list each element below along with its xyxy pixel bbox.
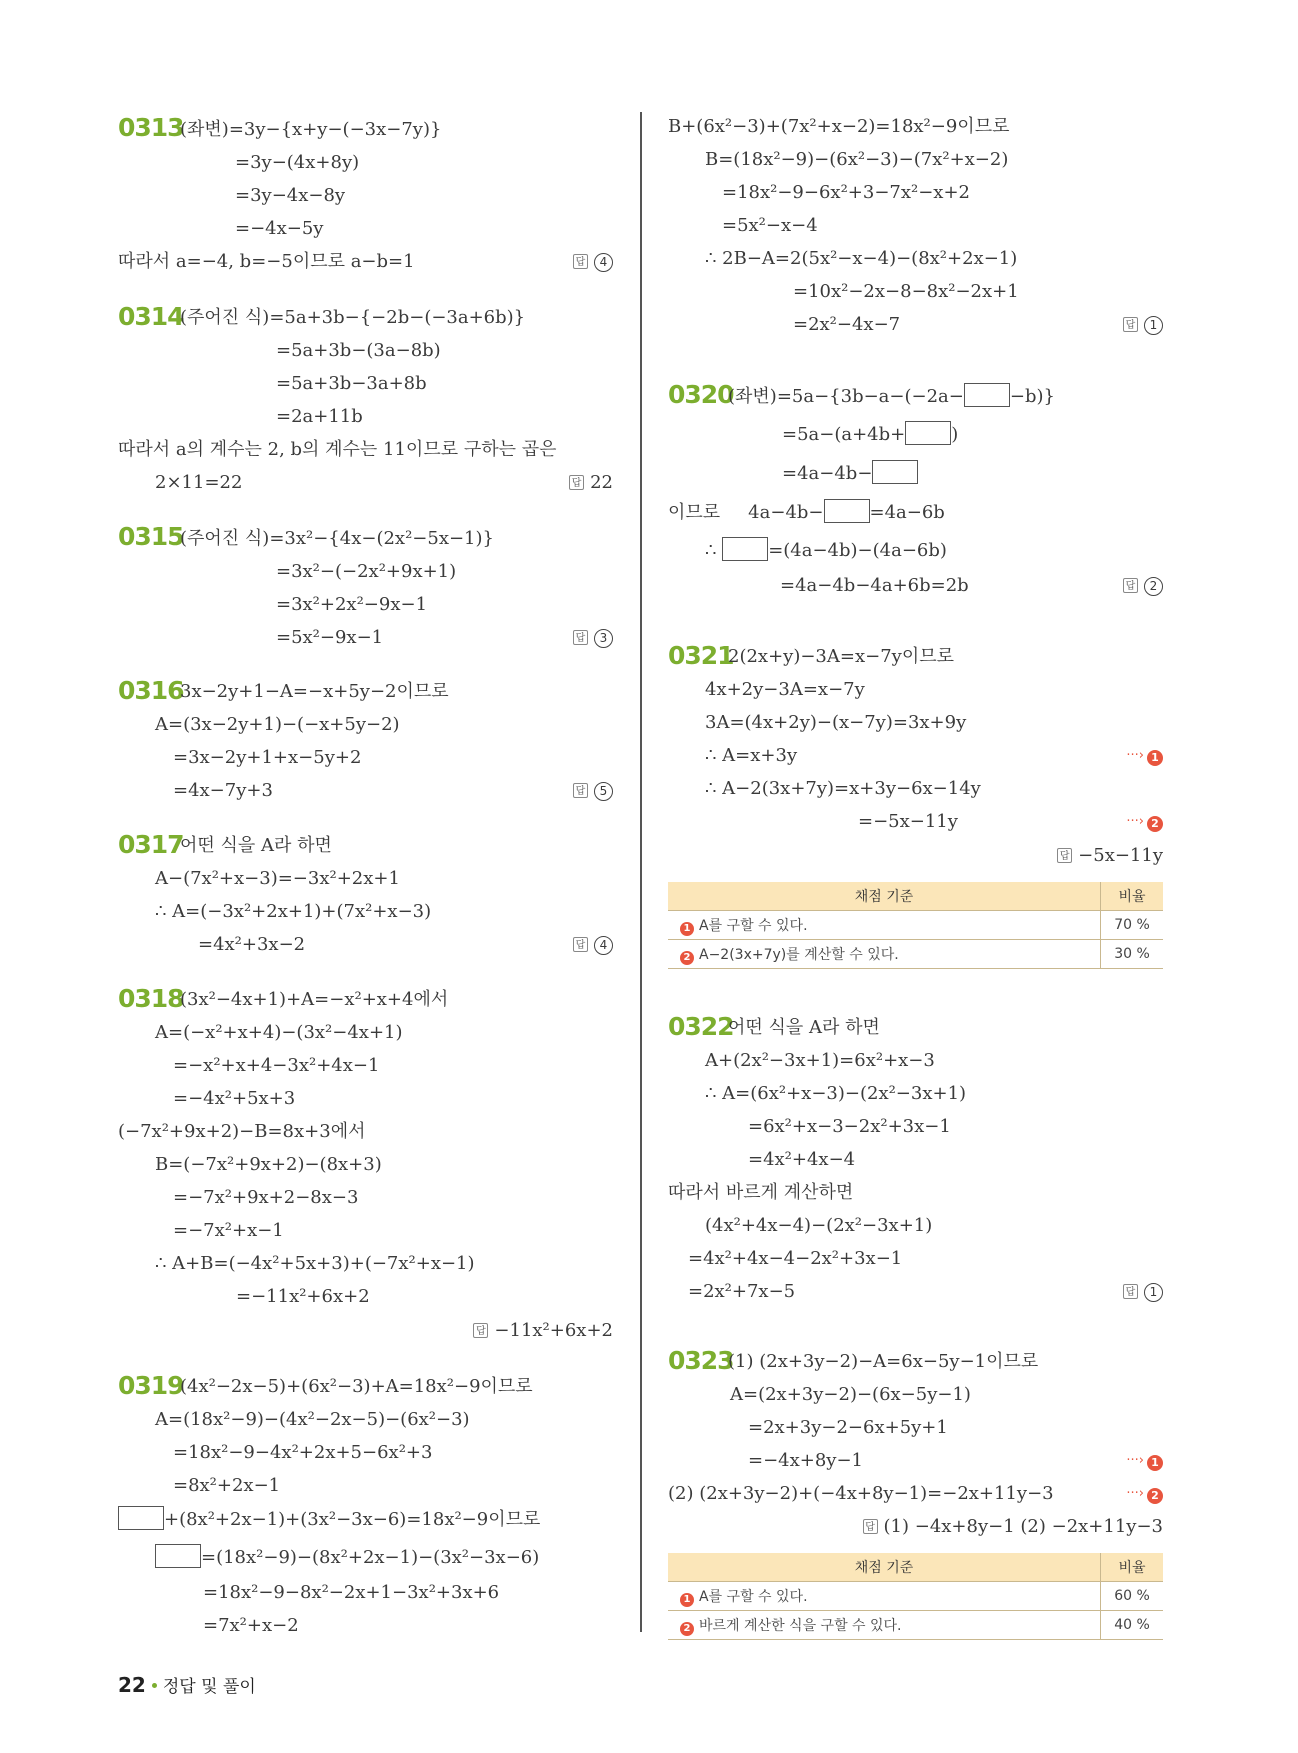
solution-line: =5x²−9x−1 bbox=[276, 627, 384, 648]
solution-line: 3A=(4x+2y)−(x−7y)=3x+9y bbox=[705, 712, 967, 733]
solution-line: =−5x−11y bbox=[858, 811, 958, 832]
solution-text: ∴ bbox=[705, 540, 717, 561]
solution-line bbox=[155, 1544, 539, 1571]
scoring-table bbox=[668, 1553, 1163, 1640]
step-number: 2 bbox=[680, 951, 694, 965]
solution-line: (4x²+4x−4)−(2x²−3x+1) bbox=[705, 1215, 933, 1236]
solution-line: A+(2x²−3x+1)=6x²+x−3 bbox=[705, 1050, 935, 1071]
table-text: A를 구할 수 있다. bbox=[699, 917, 808, 934]
answer-icon: 답 bbox=[573, 254, 588, 269]
solution-line: A=(2x+3y−2)−(6x−5y−1) bbox=[730, 1384, 971, 1405]
solution-line bbox=[728, 383, 1055, 410]
table-row bbox=[668, 1582, 1163, 1611]
solution-line: =2a+11b bbox=[276, 406, 363, 427]
table-cell: 60 % bbox=[1101, 1582, 1164, 1611]
solution-line: 어떤 식을 A라 하면 bbox=[180, 835, 332, 856]
problem-number: 0319 bbox=[118, 1371, 184, 1400]
answer-value: 4 bbox=[594, 936, 613, 955]
table-header: 채점 기준 bbox=[668, 882, 1101, 911]
table-cell: 70 % bbox=[1101, 911, 1164, 940]
solution-text: 4a−4b− bbox=[748, 502, 824, 523]
answer bbox=[1123, 1279, 1163, 1305]
solution-text: =(4a−4b)−(4a−6b) bbox=[768, 540, 947, 561]
table-cell: 40 % bbox=[1101, 1611, 1164, 1640]
answer-value: 1 bbox=[1144, 1283, 1163, 1302]
answer-value: 5 bbox=[594, 782, 613, 801]
table-row bbox=[668, 1611, 1163, 1640]
solution-line: =−x²+x+4−3x²+4x−1 bbox=[173, 1055, 380, 1076]
solution-line: =−7x²+x−1 bbox=[173, 1220, 284, 1241]
table-cell bbox=[668, 940, 1101, 969]
step-number: 2 bbox=[680, 1622, 694, 1636]
solution-line bbox=[118, 1506, 540, 1533]
page-footer bbox=[118, 1672, 256, 1697]
solution-line: 2(2x+y)−3A=x−7y이므로 bbox=[728, 646, 954, 667]
answer-icon: 답 bbox=[473, 1323, 488, 1338]
solution-line: =3x−2y+1+x−5y+2 bbox=[173, 747, 362, 768]
problem-number: 0314 bbox=[118, 302, 184, 331]
problem-number: 0321 bbox=[668, 641, 734, 670]
page-number: 22 bbox=[118, 1673, 146, 1697]
answer bbox=[863, 1514, 1163, 1540]
table-row bbox=[668, 911, 1163, 940]
answer-value: 3 bbox=[594, 629, 613, 648]
answer-icon: 답 bbox=[1123, 1284, 1138, 1299]
blank-box bbox=[964, 383, 1010, 407]
problem-number: 0317 bbox=[118, 830, 184, 859]
solution-line: A=(3x−2y+1)−(−x+5y−2) bbox=[155, 714, 400, 735]
solution-line: =3x²+2x²−9x−1 bbox=[276, 594, 428, 615]
separator-dot bbox=[152, 1683, 157, 1688]
solution-line: =4x−7y+3 bbox=[173, 780, 273, 801]
solution-line: ∴ A+B=(−4x²+5x+3)+(−7x²+x−1) bbox=[155, 1253, 475, 1274]
step-marker: ···› 2 bbox=[1126, 814, 1163, 832]
solution-line: ∴ A=(−3x²+2x+1)+(7x²+x−3) bbox=[155, 901, 432, 922]
solution-line bbox=[782, 460, 918, 487]
solution-line: =10x²−2x−8−8x²−2x+1 bbox=[793, 281, 1019, 302]
solution-text: =4a−4b− bbox=[782, 463, 873, 484]
solution-line: (3x²−4x+1)+A=−x²+x+4에서 bbox=[180, 989, 449, 1010]
table-header: 비율 bbox=[1101, 1553, 1164, 1582]
solution-text: =4a−6b bbox=[869, 502, 945, 523]
problem-number: 0318 bbox=[118, 984, 184, 1013]
solution-line: =2x+3y−2−6x+5y+1 bbox=[748, 1417, 948, 1438]
answer-icon: 답 bbox=[573, 937, 588, 952]
table-row bbox=[668, 940, 1163, 969]
solution-text: −b)} bbox=[1009, 386, 1055, 407]
blank-box bbox=[824, 499, 870, 523]
solution-line: 어떤 식을 A라 하면 bbox=[728, 1017, 880, 1038]
column-divider bbox=[640, 112, 642, 1632]
solution-line: =4x²+3x−2 bbox=[198, 934, 306, 955]
answer bbox=[569, 470, 613, 496]
solution-text: ) bbox=[951, 424, 959, 445]
solution-line: =5a+3b−(3a−8b) bbox=[276, 340, 441, 361]
solution-line: =2x²−4x−7 bbox=[793, 314, 901, 335]
answer bbox=[1057, 843, 1163, 869]
answer-icon: 답 bbox=[573, 783, 588, 798]
answer-value: (1) −4x+8y−1 (2) −2x+11y−3 bbox=[883, 1516, 1163, 1537]
solution-line: (좌변)=3y−{x+y−(−3x−7y)} bbox=[180, 119, 442, 140]
solution-line: =4x²+4x−4 bbox=[748, 1149, 856, 1170]
solution-line: ∴ A=x+3y bbox=[705, 745, 798, 766]
table-header: 채점 기준 bbox=[668, 1553, 1101, 1582]
solution-line: =7x²+x−2 bbox=[203, 1615, 299, 1636]
solution-line: =−4x−5y bbox=[235, 218, 324, 239]
solution-line bbox=[668, 499, 945, 526]
solution-line: 4x+2y−3A=x−7y bbox=[705, 679, 865, 700]
answer-icon: 답 bbox=[569, 475, 584, 490]
answer-value: 1 bbox=[1144, 316, 1163, 335]
solution-line: ∴ A=(6x²+x−3)−(2x²−3x+1) bbox=[705, 1083, 967, 1104]
solution-line: 따라서 a의 계수는 2, b의 계수는 11이므로 구하는 곱은 bbox=[118, 439, 557, 460]
blank-box bbox=[872, 460, 918, 484]
solution-line: =−4x+8y−1 bbox=[748, 1450, 864, 1471]
solution-line: (4x²−2x−5)+(6x²−3)+A=18x²−9이므로 bbox=[180, 1376, 533, 1397]
solution-line: 따라서 a=−4, b=−5이므로 a−b=1 bbox=[118, 251, 415, 272]
solution-line: B+(6x²−3)+(7x²+x−2)=18x²−9이므로 bbox=[668, 116, 1010, 137]
solution-line: =18x²−9−4x²+2x+5−6x²+3 bbox=[173, 1442, 433, 1463]
answer bbox=[573, 625, 613, 651]
step-number: 1 bbox=[680, 1593, 694, 1607]
answer-value: −5x−11y bbox=[1078, 845, 1163, 866]
solution-line bbox=[782, 421, 958, 448]
solution-line: 따라서 바르게 계산하면 bbox=[668, 1182, 854, 1203]
table-text: 바르게 계산한 식을 구할 수 있다. bbox=[699, 1617, 902, 1634]
step-number: 1 bbox=[1147, 1455, 1163, 1471]
solution-line: =5a+3b−3a+8b bbox=[276, 373, 427, 394]
step-number: 2 bbox=[1147, 1488, 1163, 1504]
answer-value: 22 bbox=[590, 472, 613, 493]
blank-box bbox=[155, 1544, 201, 1568]
answer-icon: 답 bbox=[1123, 578, 1138, 593]
solution-line: =2x²+7x−5 bbox=[688, 1281, 796, 1302]
table-cell bbox=[668, 1611, 1101, 1640]
answer-value: 2 bbox=[1144, 577, 1163, 596]
solution-line: (1) (2x+3y−2)−A=6x−5y−1이므로 bbox=[728, 1351, 1039, 1372]
blank-box bbox=[722, 537, 768, 561]
solution-line: =18x²−9−6x²+3−7x²−x+2 bbox=[722, 182, 970, 203]
solution-text: (좌변)=5a−{3b−a−(−2a− bbox=[728, 386, 964, 407]
solution-line bbox=[705, 537, 947, 564]
problem-number: 0315 bbox=[118, 522, 184, 551]
step-number: 2 bbox=[1147, 816, 1163, 832]
solution-line: =4x²+4x−4−2x²+3x−1 bbox=[688, 1248, 903, 1269]
footer-title: 정답 및 풀이 bbox=[162, 1677, 256, 1697]
solution-line: A=(−x²+x+4)−(3x²−4x+1) bbox=[155, 1022, 403, 1043]
table-cell bbox=[668, 1582, 1101, 1611]
solution-line: B=(−7x²+9x+2)−(8x+3) bbox=[155, 1154, 382, 1175]
solution-line: =5x²−x−4 bbox=[722, 215, 818, 236]
answer bbox=[1123, 312, 1163, 338]
answer bbox=[573, 778, 613, 804]
table-text: A를 구할 수 있다. bbox=[699, 1588, 808, 1605]
solution-line: =6x²+x−3−2x²+3x−1 bbox=[748, 1116, 951, 1137]
solution-line: ∴ 2B−A=2(5x²−x−4)−(8x²+2x−1) bbox=[705, 248, 1018, 269]
step-number: 1 bbox=[1147, 750, 1163, 766]
solution-text: =5a−(a+4b+ bbox=[782, 424, 906, 445]
solution-line: =3y−(4x+8y) bbox=[235, 152, 360, 173]
solution-line: =18x²−9−8x²−2x+1−3x²+3x+6 bbox=[203, 1582, 500, 1603]
answer bbox=[473, 1318, 613, 1344]
answer-icon: 답 bbox=[573, 630, 588, 645]
answer-icon: 답 bbox=[1123, 317, 1138, 332]
scoring-table bbox=[668, 882, 1163, 969]
problem-number: 0320 bbox=[668, 380, 734, 409]
blank-box bbox=[118, 1506, 164, 1530]
blank-box bbox=[905, 421, 951, 445]
solution-line: A=(18x²−9)−(4x²−2x−5)−(6x²−3) bbox=[155, 1409, 470, 1430]
table-cell: 30 % bbox=[1101, 940, 1164, 969]
step-marker: ···› 1 bbox=[1126, 1453, 1163, 1471]
answer bbox=[573, 249, 613, 275]
problem-number: 0316 bbox=[118, 676, 184, 705]
solution-line: B=(18x²−9)−(6x²−3)−(7x²+x−2) bbox=[705, 149, 1009, 170]
solution-line: =−7x²+9x+2−8x−3 bbox=[173, 1187, 359, 1208]
table-cell bbox=[668, 911, 1101, 940]
table-header: 비율 bbox=[1101, 882, 1164, 911]
problem-number: 0323 bbox=[668, 1346, 734, 1375]
step-marker: ···› 2 bbox=[1126, 1486, 1163, 1504]
solution-line: (−7x²+9x+2)−B=8x+3에서 bbox=[118, 1121, 366, 1142]
solution-line: ∴ A−2(3x+7y)=x+3y−6x−14y bbox=[705, 778, 981, 799]
problem-number: 0322 bbox=[668, 1012, 734, 1041]
step-number: 1 bbox=[680, 922, 694, 936]
solution-line: =4a−4b−4a+6b=2b bbox=[780, 575, 969, 596]
answer bbox=[573, 932, 613, 958]
solution-text: 이므로 bbox=[668, 502, 721, 523]
solution-line: =8x²+2x−1 bbox=[173, 1475, 281, 1496]
table-text: A−2(3x+7y)를 계산할 수 있다. bbox=[699, 946, 899, 963]
solution-line: (주어진 식)=5a+3b−{−2b−(−3a+6b)} bbox=[180, 307, 526, 328]
solution-line: A−(7x²+x−3)=−3x²+2x+1 bbox=[155, 868, 400, 889]
solution-text: =(18x²−9)−(8x²+2x−1)−(3x²−3x−6) bbox=[201, 1547, 540, 1568]
answer-value: 4 bbox=[594, 253, 613, 272]
solution-line: 3x−2y+1−A=−x+5y−2이므로 bbox=[180, 681, 449, 702]
problem-number: 0313 bbox=[118, 113, 184, 142]
answer-value: −11x²+6x+2 bbox=[494, 1320, 613, 1341]
solution-line: 2×11=22 bbox=[155, 472, 243, 493]
solution-line: (주어진 식)=3x²−{4x−(2x²−5x−1)} bbox=[180, 528, 494, 549]
step-marker: ···› 1 bbox=[1126, 748, 1163, 766]
answer-icon: 답 bbox=[1057, 848, 1072, 863]
solution-line: =3y−4x−8y bbox=[235, 185, 346, 206]
solution-line: =−11x²+6x+2 bbox=[236, 1286, 370, 1307]
answer bbox=[1123, 573, 1163, 599]
answer-icon: 답 bbox=[863, 1519, 878, 1534]
solution-text: +(8x²+2x−1)+(3x²−3x−6)=18x²−9이므로 bbox=[164, 1509, 541, 1530]
solution-line: =3x²−(−2x²+9x+1) bbox=[276, 561, 457, 582]
solution-line: (2) (2x+3y−2)+(−4x+8y−1)=−2x+11y−3 bbox=[668, 1483, 1054, 1504]
solution-line: =−4x²+5x+3 bbox=[173, 1088, 296, 1109]
